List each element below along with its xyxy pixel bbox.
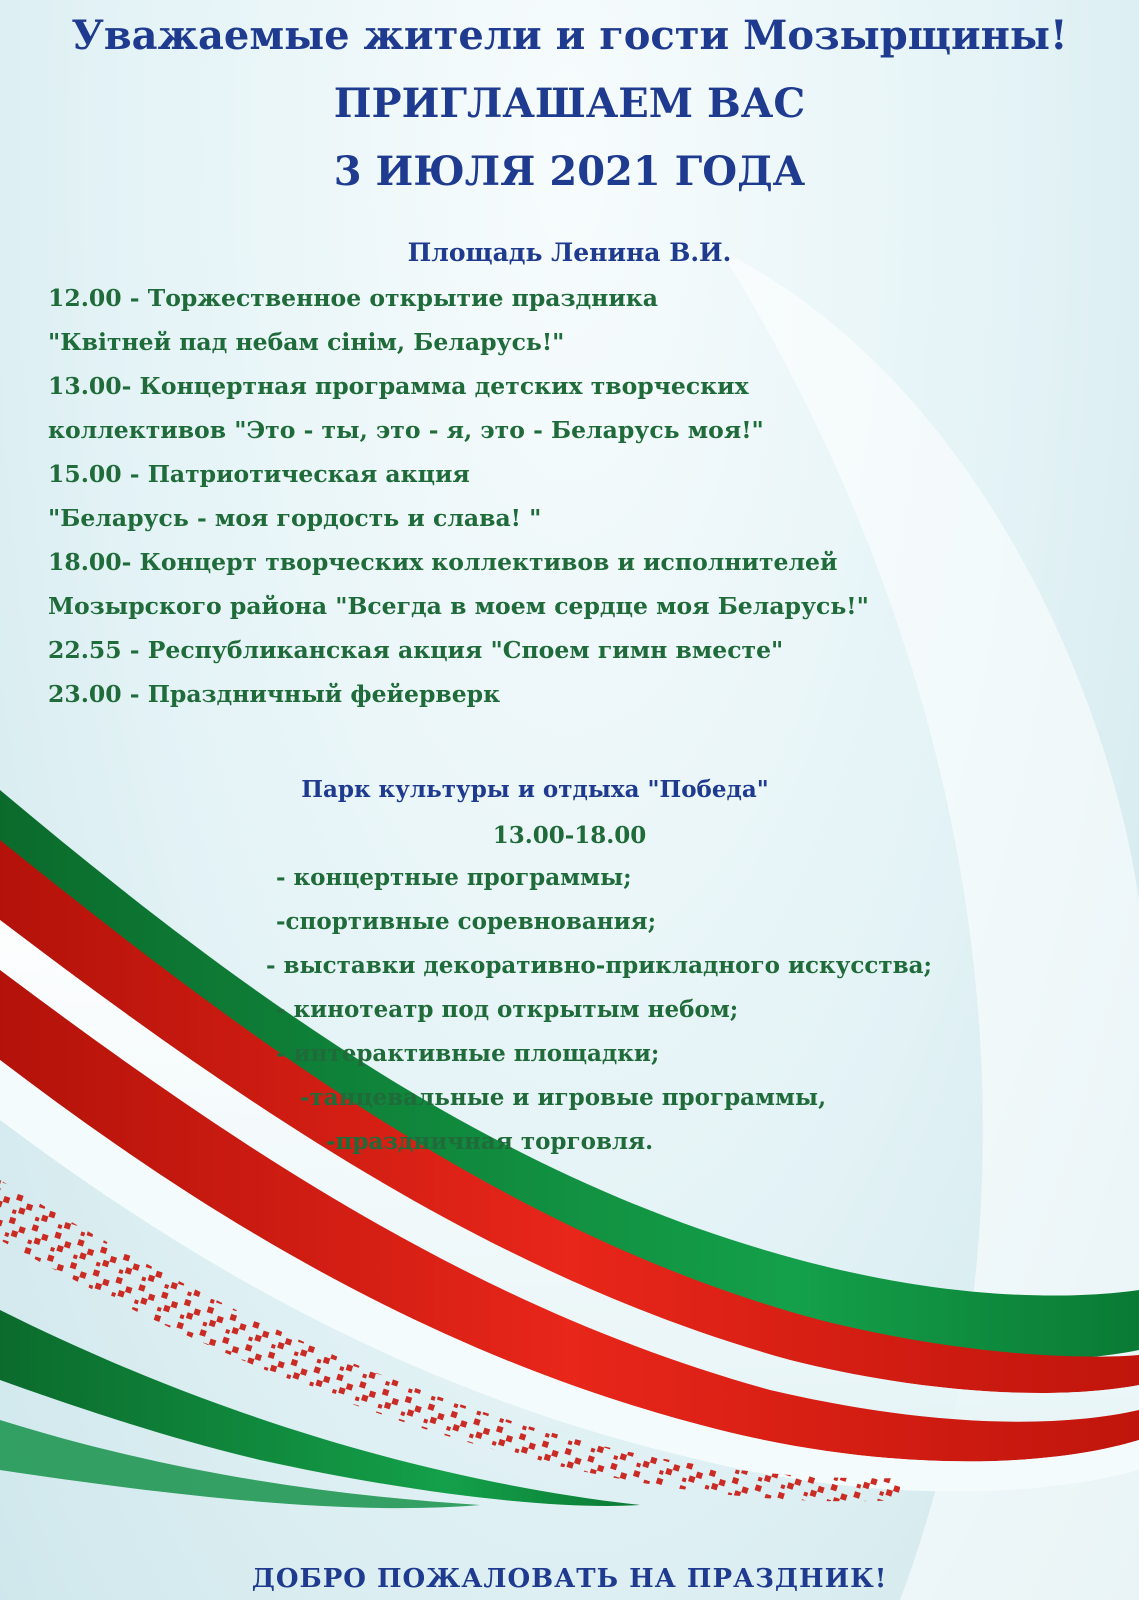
park-time-range: 13.00-18.00 xyxy=(492,822,647,849)
schedule-line: "Беларусь - моя гордость и слава! " xyxy=(48,504,542,532)
invite-heading: ПРИГЛАШАЕМ ВАС xyxy=(333,80,806,127)
schedule-line: коллективов "Это - ты, это - я, это - Беларусь моя!" xyxy=(48,416,764,444)
activity-item: -праздничная торговля. xyxy=(326,1128,654,1155)
schedule-line: 13.00- Концертная программа детских творческих xyxy=(48,372,749,400)
schedule-line: Мозырского района "Всегда в моем сердце моя Беларусь!" xyxy=(48,592,869,620)
venue-park-title: Парк культуры и отдыха "Победа" xyxy=(301,776,769,803)
schedule-line: "Квітней пад небам сінім, Беларусь!" xyxy=(48,328,565,356)
activity-item: -танцевальные и игровые программы, xyxy=(300,1084,827,1111)
venue-lenin-square-title: Площадь Ленина В.И. xyxy=(407,238,732,267)
schedule-line: 18.00- Концерт творческих коллективов и исполнителей xyxy=(48,548,838,576)
activity-item: - интерактивные площадки; xyxy=(276,1040,660,1067)
activity-item: - кинотеатр под открытым небом; xyxy=(276,996,739,1023)
schedule-line: 22.55 - Республиканская акция "Споем гимн вместе" xyxy=(48,636,784,664)
greeting-heading: Уважаемые жители и гости Мозырщины! xyxy=(71,12,1068,59)
activity-item: -спортивные соревнования; xyxy=(276,908,657,935)
activity-item: - концертные программы; xyxy=(276,864,632,891)
event-date-heading: 3 ИЮЛЯ 2021 ГОДА xyxy=(333,148,806,195)
welcome-footer: ДОБРО ПОЖАЛОВАТЬ НА ПРАЗДНИК! xyxy=(251,1564,888,1594)
activity-item: - выставки декоративно-прикладного искусства; xyxy=(266,952,933,979)
schedule-line: 15.00 - Патриотическая акция xyxy=(48,460,470,488)
schedule-line: 12.00 - Торжественное открытие праздника xyxy=(48,284,659,312)
schedule-line: 23.00 - Праздничный фейерверк xyxy=(48,680,501,708)
